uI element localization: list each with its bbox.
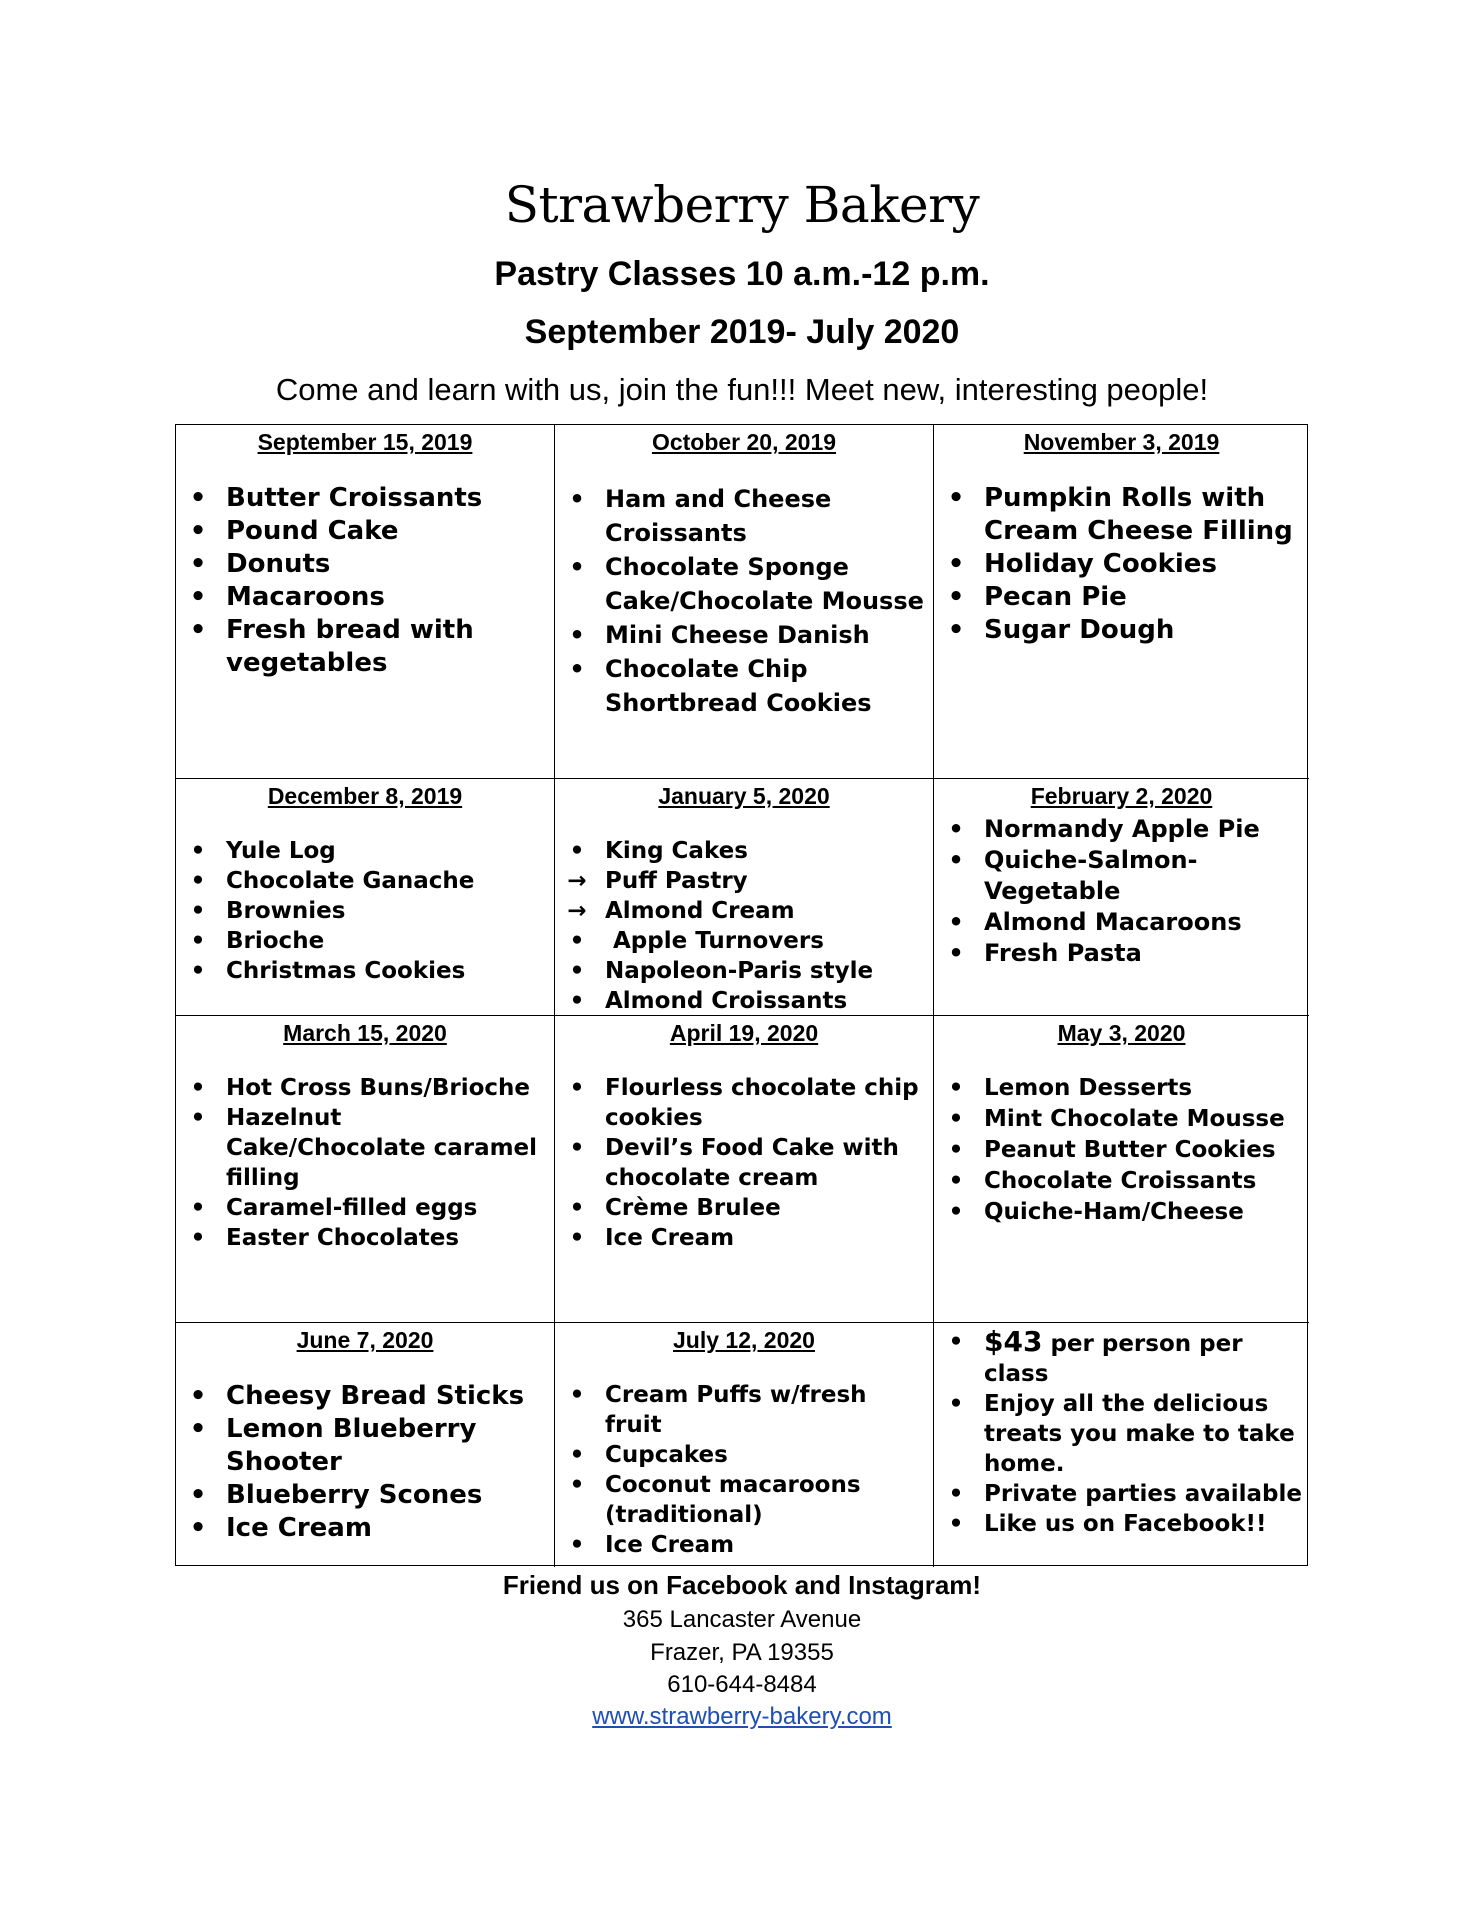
- class-menu: [555, 1380, 927, 1560]
- class-menu: [934, 482, 1303, 647]
- class-cell-oct: [555, 425, 934, 779]
- class-date: January 5, 2020: [658, 783, 830, 809]
- bullet-icon: •: [569, 621, 585, 649]
- menu-item: • Mint Chocolate Mousse: [984, 1104, 1303, 1135]
- class-cell-jan: [555, 779, 934, 1016]
- class-menu: [555, 1073, 927, 1253]
- class-date: September 15, 2019: [257, 429, 473, 455]
- bullet-icon: •: [190, 838, 206, 864]
- phone-number: 610-644-8484: [667, 1671, 817, 1698]
- bullet-icon: •: [569, 1195, 585, 1221]
- menu-item: • Caramel-filled eggs: [226, 1193, 548, 1223]
- bullet-icon: •: [569, 655, 585, 683]
- arrow-right-icon: →: [567, 898, 587, 924]
- bullet-icon: •: [569, 1532, 585, 1558]
- menu-item: → Almond Cream: [567, 898, 795, 924]
- bullet-icon: •: [190, 898, 206, 924]
- menu-item: • Ice Cream: [605, 1530, 927, 1560]
- class-hours: Pastry Classes 10 a.m.-12 p.m.: [494, 255, 990, 293]
- menu-item: • Cream Puffs w/fresh fruit: [605, 1380, 927, 1440]
- menu-item: • Chocolate Croissants: [984, 1166, 1303, 1197]
- class-info-list: [934, 1327, 1303, 1539]
- menu-item: • Flourless chocolate chip cookies: [605, 1073, 927, 1133]
- menu-item: • Ice Cream: [189, 1513, 372, 1543]
- menu-item: • Cupcakes: [605, 1440, 927, 1470]
- menu-item: • Lemon Desserts: [984, 1073, 1303, 1104]
- class-cell-nov: [934, 425, 1309, 779]
- bullet-icon: •: [947, 582, 965, 612]
- menu-item: • Napoleon-Paris style: [605, 956, 927, 986]
- class-cell-sep: [176, 425, 555, 779]
- menu-item: • Pumpkin Rolls with Cream Cheese Filling: [947, 483, 1293, 546]
- price-amount: $43: [984, 1325, 1043, 1358]
- bullet-icon: •: [569, 1382, 585, 1408]
- class-cell-dec: [176, 779, 555, 1016]
- bullet-icon: •: [190, 928, 206, 954]
- menu-item: • Crème Brulee: [605, 1193, 927, 1223]
- bullet-icon: •: [189, 1480, 207, 1510]
- menu-item: • Easter Chocolates: [226, 1223, 548, 1253]
- menu-item: • Holiday Cookies: [947, 549, 1217, 579]
- bullet-icon: •: [190, 868, 206, 894]
- class-date: November 3, 2019: [1023, 429, 1220, 455]
- page-title: Strawberry Bakery: [504, 176, 980, 234]
- bullet-icon: •: [569, 838, 585, 864]
- menu-item: • Coconut macaroons (traditional): [605, 1470, 927, 1530]
- menu-item: • Hazelnut Cake/Chocolate caramel filling: [226, 1103, 548, 1193]
- bullet-icon: •: [190, 1225, 206, 1251]
- class-date: March 15, 2020: [283, 1020, 447, 1046]
- class-date: May 3, 2020: [1057, 1020, 1186, 1046]
- bullet-icon: •: [189, 549, 207, 579]
- bullet-icon: •: [948, 1511, 964, 1537]
- bullet-icon: •: [948, 908, 964, 936]
- menu-item: • Christmas Cookies: [226, 956, 548, 986]
- bullet-icon: •: [189, 483, 207, 513]
- address-line-2: Frazer, PA 19355: [650, 1639, 834, 1666]
- bullet-icon: •: [190, 1075, 206, 1101]
- menu-item: • Butter Croissants: [189, 483, 483, 513]
- bullet-icon: •: [189, 582, 207, 612]
- bullet-icon: •: [569, 958, 585, 984]
- bullet-icon: •: [948, 1168, 964, 1194]
- class-date: April 19, 2020: [669, 1020, 819, 1046]
- class-menu: [176, 482, 548, 680]
- bullet-icon: •: [189, 1414, 207, 1444]
- bullet-icon: •: [190, 958, 206, 984]
- menu-item: • Normandy Apple Pie: [984, 814, 1303, 845]
- bullet-icon: •: [190, 1105, 206, 1131]
- class-cell-may: [934, 1016, 1309, 1323]
- bullet-icon: •: [948, 1391, 964, 1417]
- info-item: • Like us on Facebook!!: [984, 1509, 1303, 1539]
- menu-item: • Fresh bread with vegetables: [189, 615, 474, 678]
- menu-item: • Pound Cake: [189, 516, 399, 546]
- class-menu: [555, 482, 927, 720]
- season-range: September 2019- July 2020: [524, 313, 960, 351]
- class-menu: [934, 1073, 1303, 1228]
- menu-item: • Fresh Pasta: [984, 938, 1303, 969]
- menu-item: • Devil’s Food Cake with chocolate cream: [605, 1133, 927, 1193]
- class-info-cell: [934, 1323, 1309, 1567]
- menu-item: • Brioche: [226, 926, 548, 956]
- menu-item: • Yule Log: [226, 836, 548, 866]
- bullet-icon: •: [569, 928, 585, 954]
- arrow-right-icon: →: [567, 868, 587, 894]
- info-item: • Enjoy all the delicious treats you make to take home.: [984, 1389, 1303, 1479]
- menu-item: • Quiche-Ham/Cheese: [984, 1197, 1303, 1228]
- bullet-icon: •: [948, 1481, 964, 1507]
- bullet-icon: •: [948, 1106, 964, 1132]
- menu-item: • Sugar Dough: [947, 615, 1175, 645]
- menu-item: • Ice Cream: [605, 1223, 927, 1253]
- menu-item: • Lemon Blueberry Shooter: [189, 1414, 477, 1477]
- bullet-icon: •: [948, 1075, 964, 1101]
- class-date: December 8, 2019: [267, 783, 463, 809]
- social-callout: Friend us on Facebook and Instagram!: [502, 1570, 982, 1600]
- class-cell-apr: [555, 1016, 934, 1323]
- menu-item: • Quiche-Salmon-Vegetable: [984, 845, 1303, 907]
- bullet-icon: •: [948, 1329, 964, 1355]
- menu-item: • Hot Cross Buns/Brioche: [226, 1073, 548, 1103]
- bullet-icon: •: [190, 1195, 206, 1221]
- bullet-icon: •: [569, 1075, 585, 1101]
- menu-item: • Almond Macaroons: [984, 907, 1303, 938]
- class-menu: [176, 1073, 548, 1253]
- bullet-icon: •: [569, 1225, 585, 1251]
- class-cell-jun: [176, 1323, 555, 1567]
- class-menu: [176, 836, 548, 986]
- menu-item: • Brownies: [226, 896, 548, 926]
- class-cell-feb: [934, 779, 1309, 1016]
- bullet-icon: •: [947, 615, 965, 645]
- price-item: • $43 per person per class: [984, 1327, 1303, 1389]
- bullet-icon: •: [948, 846, 964, 874]
- menu-item: • Ham and Cheese Croissants: [605, 482, 927, 550]
- class-date: July 12, 2020: [673, 1327, 815, 1353]
- bullet-icon: •: [947, 549, 965, 579]
- bullet-icon: •: [189, 615, 207, 645]
- class-menu: [555, 836, 927, 1016]
- bullet-icon: •: [569, 1442, 585, 1468]
- info-item: • Private parties available: [984, 1479, 1303, 1509]
- bullet-icon: •: [947, 483, 965, 513]
- menu-item: • King Cakes: [605, 836, 927, 866]
- menu-item: • Apple Turnovers: [605, 926, 927, 956]
- class-date: June 7, 2020: [296, 1327, 434, 1353]
- bullet-icon: •: [948, 939, 964, 967]
- menu-item: • Cheesy Bread Sticks: [189, 1381, 525, 1411]
- menu-item: • Macaroons: [189, 582, 385, 612]
- menu-item: → Puff Pastry: [567, 868, 748, 894]
- class-menu: [934, 814, 1303, 969]
- bullet-icon: •: [189, 1513, 207, 1543]
- menu-item: • Donuts: [189, 549, 331, 579]
- bullet-icon: •: [948, 1137, 964, 1163]
- bullet-icon: •: [189, 1381, 207, 1411]
- menu-item: • Almond Croissants: [605, 986, 927, 1016]
- menu-item: • Peanut Butter Cookies: [984, 1135, 1303, 1166]
- bullet-icon: •: [948, 1199, 964, 1225]
- schedule-table: [175, 424, 1308, 1566]
- class-date: February 2, 2020: [1030, 783, 1213, 809]
- class-cell-jul: [555, 1323, 934, 1567]
- bullet-icon: •: [569, 485, 585, 513]
- bullet-icon: •: [189, 516, 207, 546]
- menu-item: • Chocolate Ganache: [226, 866, 548, 896]
- bullet-icon: •: [569, 1472, 585, 1498]
- menu-item: • Mini Cheese Danish: [605, 618, 927, 652]
- website-link[interactable]: www.strawberry-bakery.com: [592, 1703, 892, 1730]
- class-menu: [176, 1380, 548, 1545]
- class-cell-mar: [176, 1016, 555, 1323]
- bullet-icon: •: [569, 988, 585, 1014]
- menu-item: • Pecan Pie: [947, 582, 1127, 612]
- menu-item: • Blueberry Scones: [189, 1480, 483, 1510]
- bullet-icon: •: [569, 1135, 585, 1161]
- class-date: October 20, 2019: [651, 429, 837, 455]
- menu-item: • Chocolate Sponge Cake/Chocolate Mousse: [605, 550, 927, 618]
- bullet-icon: •: [948, 815, 964, 843]
- bullet-icon: •: [569, 553, 585, 581]
- tagline: Come and learn with us, join the fun!!! Meet new, interesting people!: [275, 372, 1209, 407]
- address-line-1: 365 Lancaster Avenue: [622, 1606, 862, 1633]
- menu-item: • Chocolate Chip Shortbread Cookies: [605, 652, 927, 720]
